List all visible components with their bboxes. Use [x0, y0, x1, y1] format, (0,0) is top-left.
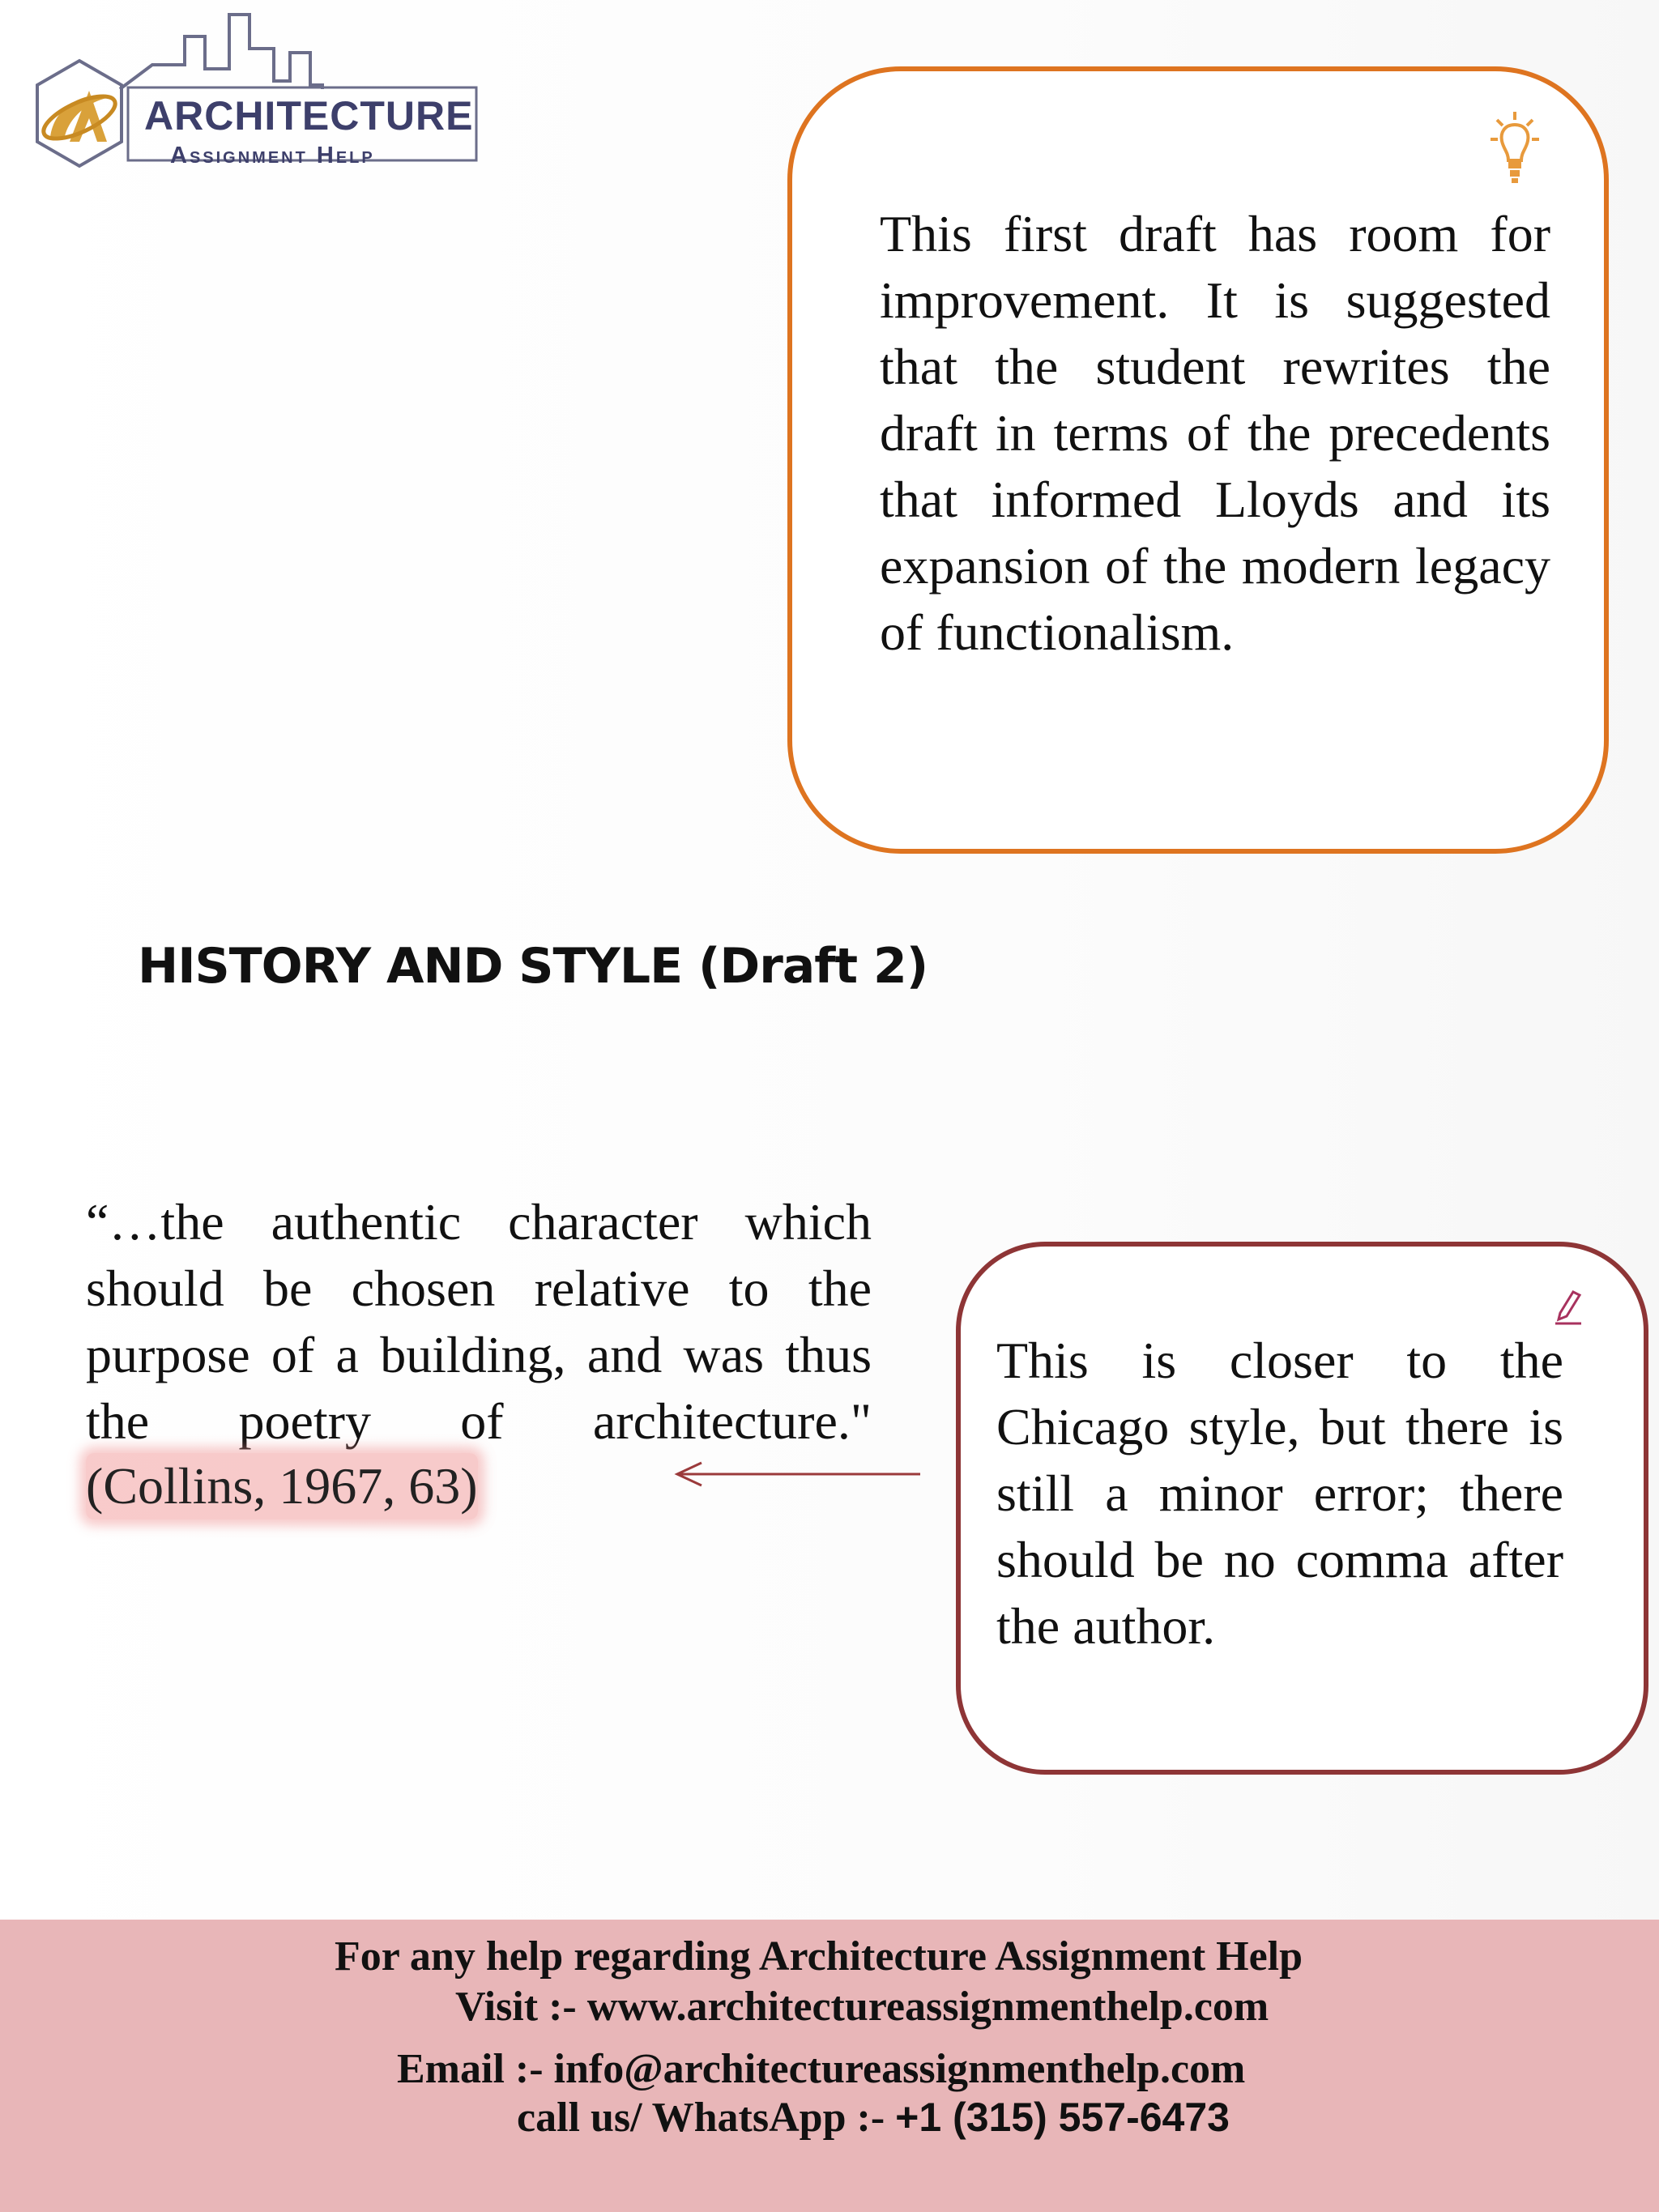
logo-subtitle: Assignment Help	[170, 143, 375, 168]
quoted-passage: “…the authentic character which should be chosen relative to the purpose of a building, and was thus the poetry of architecture."	[86, 1193, 872, 1450]
footer-help-line: For any help regarding Architecture Assignment Help	[335, 1933, 1303, 1980]
footer-website-link[interactable]: Visit :- www.architectureassignmenthelp.com	[455, 1984, 1269, 2030]
pencil-icon	[1552, 1289, 1584, 1326]
highlighted-citation: (Collins, 1967, 63)	[86, 1453, 478, 1519]
footer-phone-line[interactable]	[517, 2094, 1230, 2142]
contact-footer	[0, 1920, 1659, 2212]
lightbulb-icon	[1491, 109, 1539, 186]
feedback-comment-box-bottom	[956, 1242, 1648, 1775]
feedback-comment-text-bottom: This is closer to the Chicago style, but there is still a minor error; there should be no comma after the author.	[996, 1332, 1563, 1655]
feedback-comment-box-top	[787, 66, 1609, 854]
logo	[23, 8, 484, 186]
feedback-comment-text-top: This first draft has room for improvement. It is suggested that the student rewrites the draft in terms of the precedents that informed Lloyds and its expansion of the modern legacy of functionalism.	[880, 205, 1550, 661]
footer-phone-number[interactable]: +1 (315) 557-6473	[895, 2095, 1230, 2140]
footer-email-link[interactable]: Email :- info@architectureassignmenthelp.com	[397, 2046, 1246, 2092]
arrow-left-icon	[672, 1458, 923, 1490]
logo-title: ARCHITECTURE	[144, 93, 474, 139]
footer-phone-label: call us/ WhatsApp :-	[517, 2095, 885, 2141]
section-heading: HISTORY AND STYLE (Draft 2)	[138, 938, 928, 995]
